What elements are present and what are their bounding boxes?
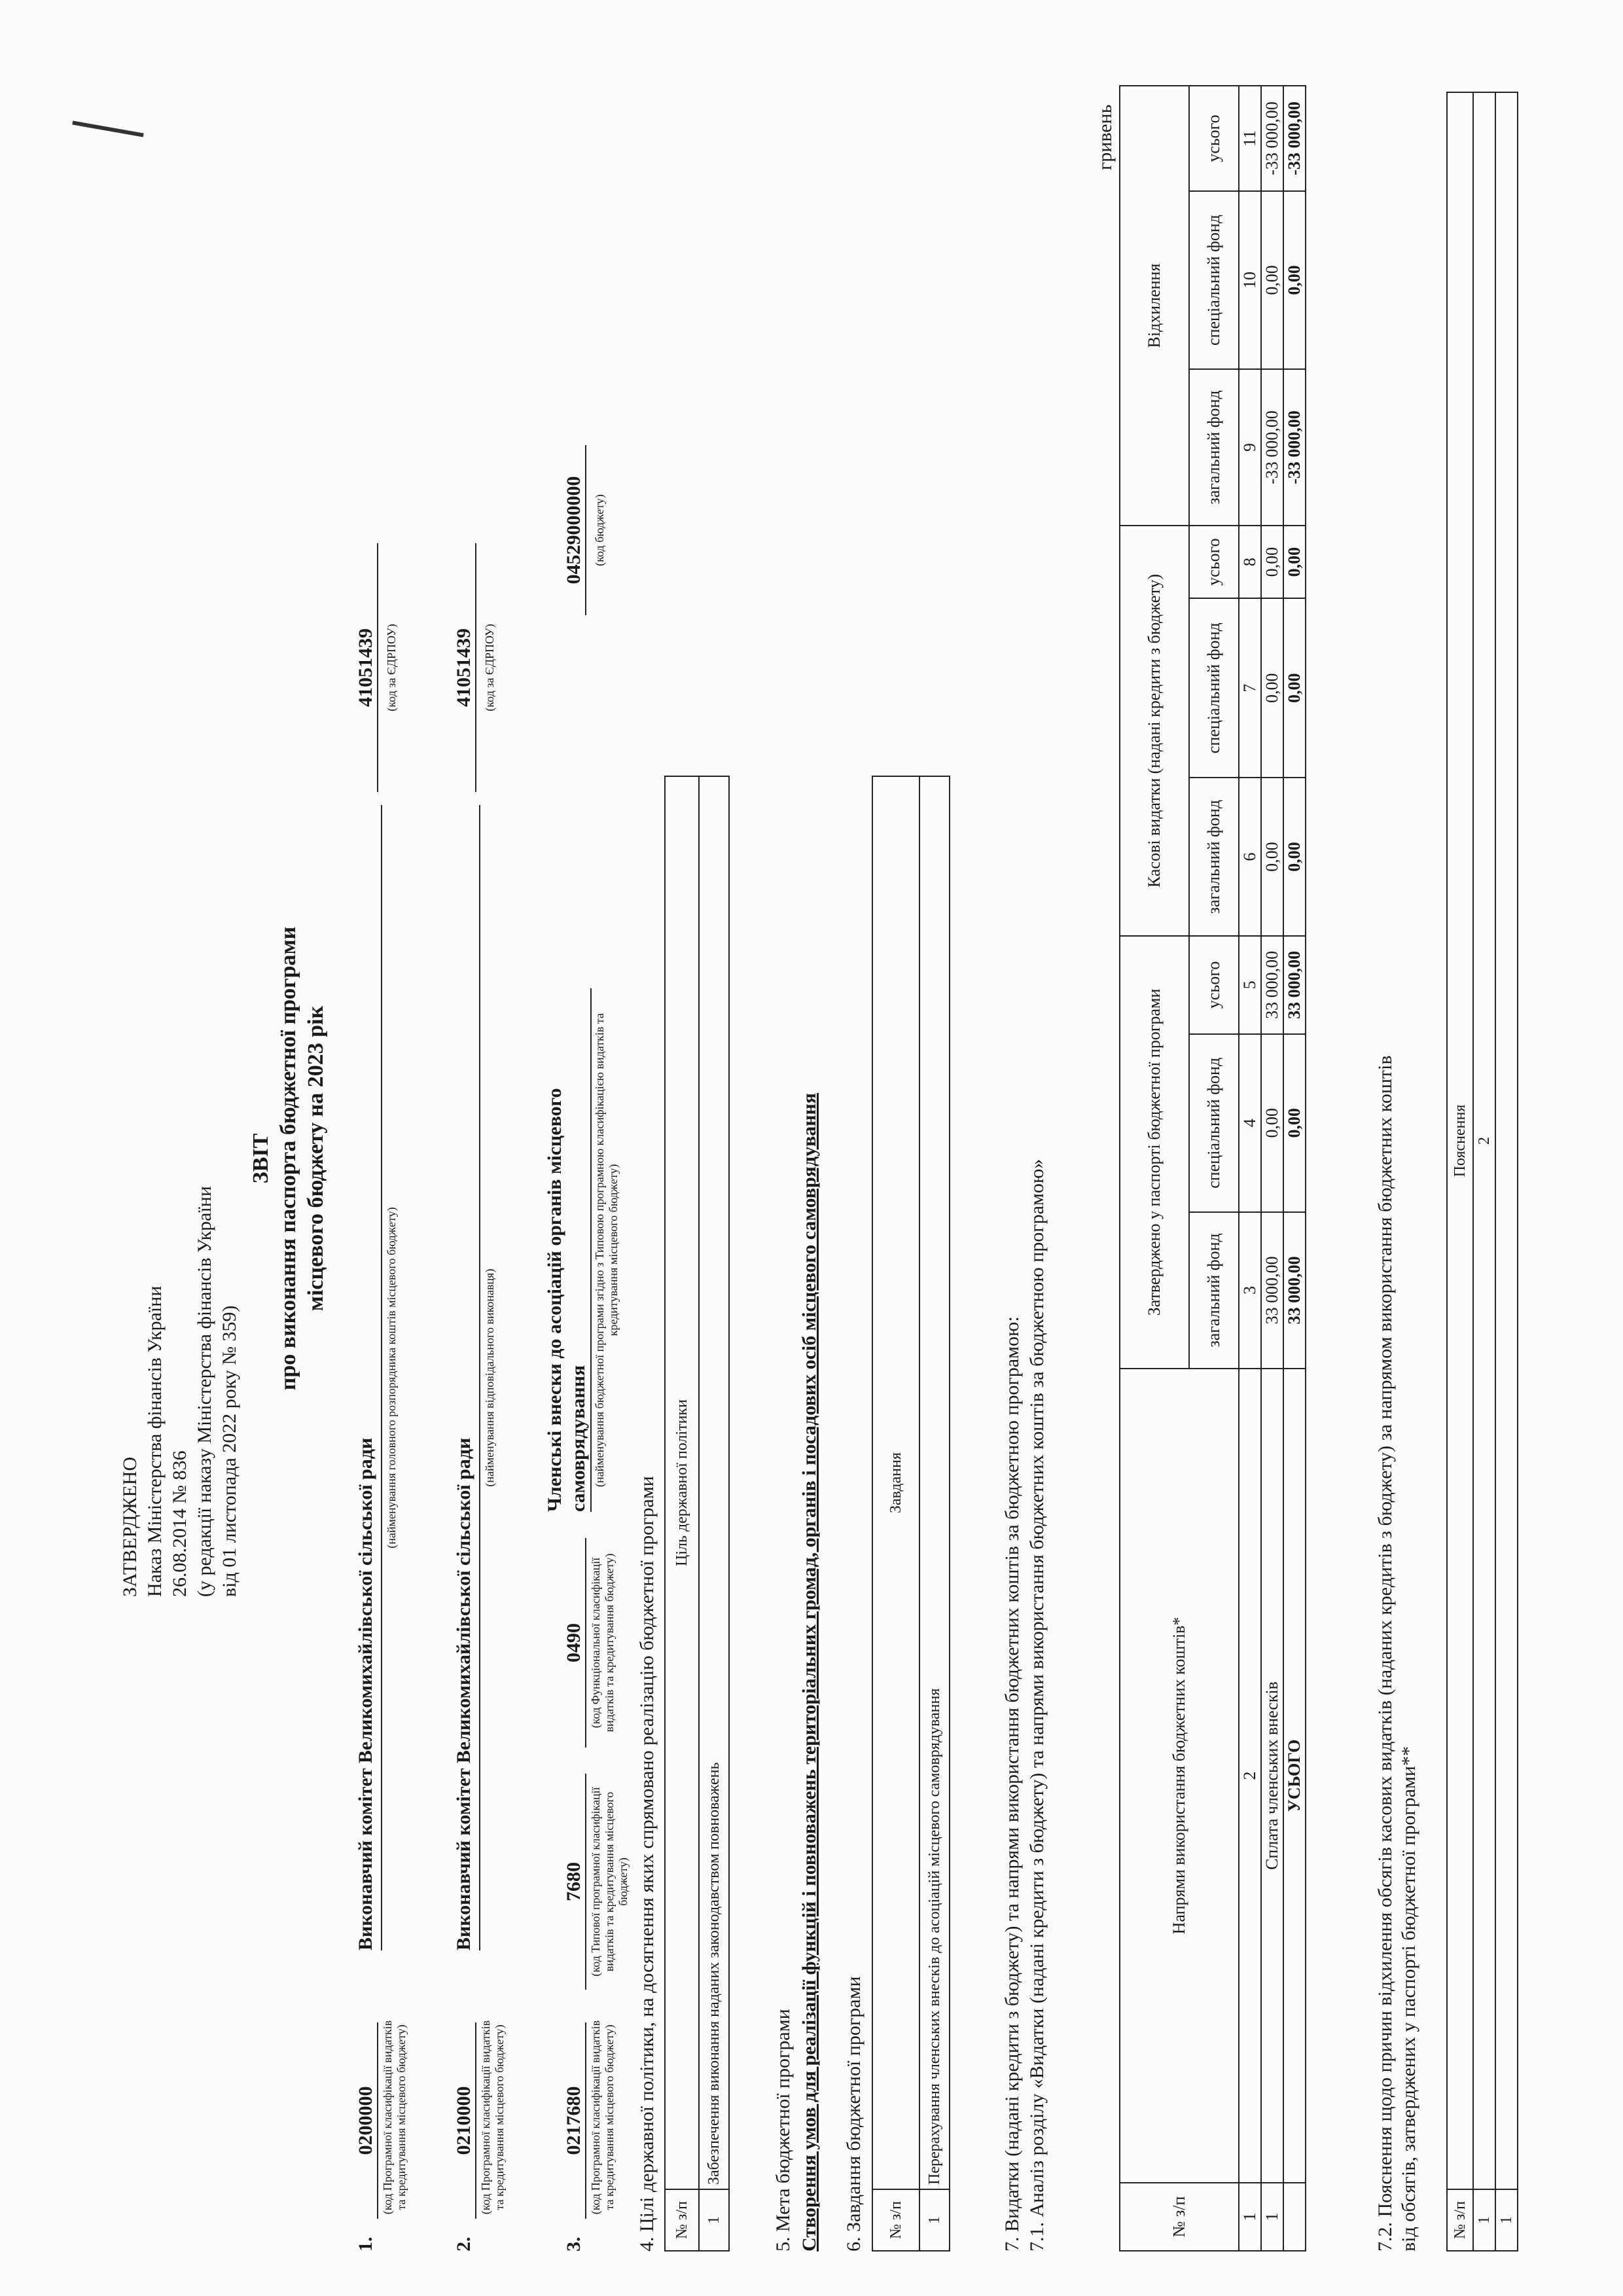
col-header-general: загальний фонд (1189, 778, 1239, 935)
col-number: 7 (1239, 598, 1261, 778)
row2-number: 2. (453, 2236, 474, 2251)
col-header-direction: Напрями використання бюджетних коштів* (1120, 1369, 1239, 2183)
col-header-total: усього (1189, 86, 1239, 191)
row2-name-caption: (найменування відповідального виконавця) (483, 1268, 496, 1487)
table-header-row (1120, 86, 1189, 2251)
cell-number (1283, 2183, 1306, 2251)
unit-label: гривень (1094, 104, 1116, 170)
col-header-goal: Ціль державної політики (665, 776, 699, 2189)
col-number: 2 (1239, 1369, 1261, 2183)
approval-stamp (118, 1186, 242, 1597)
cell-total-amount: 0,00 (1283, 1034, 1306, 1212)
col-number: 11 (1239, 86, 1261, 191)
policy-goals-table (664, 776, 730, 2251)
col-header-general: загальний фонд (1189, 369, 1239, 526)
cell-total-amount: 33 000,00 (1283, 936, 1306, 1034)
section6-heading: 6. Завдання бюджетної програми (843, 1976, 865, 2251)
row3-code-caption: (код Програмної класифікації видатків та кредитування місцевого бюджету) (589, 2020, 616, 2215)
col-number: 2 (1473, 92, 1495, 2189)
col-header-number: № з/п (1120, 2183, 1239, 2251)
report-subtitle-year: місцевого бюджету на 2023 рік (304, 1005, 328, 1312)
row3-number: 3. (563, 2236, 584, 2251)
column-number-row (1239, 86, 1261, 2251)
col-number: 1 (1473, 2189, 1495, 2251)
row1-program-code: 0200000 (355, 2022, 378, 2219)
cell-amount: 0,00 (1261, 598, 1283, 778)
row1-name-line (381, 805, 382, 1950)
col-header-special: спеціальний фонд (1189, 1034, 1239, 1212)
section4-heading: 4. Цілі державної політики, на досягнення яких спрямовано реалізацію бюджетної програми (636, 1476, 658, 2251)
col-number: 3 (1239, 1212, 1261, 1369)
row3-budget-caption: (код бюджету) (593, 494, 606, 566)
col-header-total: усього (1189, 526, 1239, 598)
cell-total-amount: 0,00 (1283, 778, 1306, 935)
section5-goal-text: Створення умов для реалізації функцій і повноважень територіальних громад, органів і посадових осіб місцевого самоврядування (798, 1092, 820, 2251)
col-header-number: № з/п (665, 2189, 699, 2251)
row1-edrpou: 41051439 (355, 543, 378, 792)
col-number: 5 (1239, 936, 1261, 1034)
cell-number: 1 (1261, 2183, 1283, 2251)
row3-name-caption: (найменування бюджетної програми згідно з Типовою програмною класифікацією видатків та кредитування місцевого бюджету) (593, 1013, 620, 1487)
col-header-total: усього (1189, 936, 1239, 1034)
col-header-explanation: Пояснення (1447, 92, 1473, 2189)
col-number: 8 (1239, 526, 1261, 598)
cell-number: 1 (699, 2189, 729, 2251)
row3-functional-code: 0490 (563, 1538, 586, 1748)
table-header-row (1447, 92, 1473, 2251)
row3-typical-code: 7680 (563, 1774, 586, 1990)
row2-edrpou-caption: (код за ЄДРПОУ) (483, 624, 496, 711)
cell-task: Перерахування членських внесків до асоціацій місцевого самоврядування (919, 776, 950, 2189)
col-header-number: № з/п (872, 2189, 919, 2251)
row3-budget-code: 04529000000 (563, 445, 586, 615)
row2-edrpou: 41051439 (453, 543, 476, 792)
report-title: ЗВІТ (249, 1133, 273, 1184)
row3-program-name: Членські внески до асоціацій органів місцевого самоврядування (543, 988, 592, 1512)
approval-line: 26.08.2014 № 836 (169, 1450, 190, 1597)
cell-total-amount: -33 000,00 (1283, 86, 1306, 191)
cell-total-amount: 0,00 (1283, 191, 1306, 369)
section72-heading-line2: від обсягів, затверджених у паспорті бюджетної програми** (1398, 1746, 1419, 2251)
row1-number: 1. (355, 2236, 376, 2251)
col-number: 1 (1239, 2183, 1261, 2251)
cell-total-amount: 0,00 (1283, 598, 1306, 778)
cell-amount: 0,00 (1261, 191, 1283, 369)
approval-line: ЗАТВЕРДЖЕНО (119, 1456, 141, 1597)
cell-amount: -33 000,00 (1261, 369, 1283, 526)
cell-direction: Сплата членських внесків (1261, 1369, 1283, 2183)
approval-line: (у редакції наказу Міністерства фінансів України (194, 1186, 215, 1597)
cell-total-amount: 0,00 (1283, 526, 1306, 598)
row2-program-code: 0210000 (453, 2022, 476, 2219)
col-header-deviation: Відхилення (1120, 86, 1189, 526)
approval-line: Наказ Міністерства фінансів України (144, 1285, 166, 1597)
section5-heading: 5. Мета бюджетної програми (772, 2009, 794, 2251)
col-header-general: загальний фонд (1189, 1212, 1239, 1369)
cell-amount: 0,00 (1261, 1034, 1283, 1212)
cell-amount: 33 000,00 (1261, 936, 1283, 1034)
report-subtitle: про виконання паспорта бюджетної програми (276, 926, 300, 1391)
row2-name-line (479, 805, 480, 1950)
col-number: 9 (1239, 369, 1261, 526)
section7-heading: 7. Видатки (надані кредити з бюджету) та напрями використання бюджетних коштів за бюджетною програмою: (1001, 1316, 1023, 2251)
row3-program-code: 0217680 (563, 2022, 586, 2219)
row3-typical-caption: (код Типової програмної класифікації видатків та кредитування місцевого бюджету) (589, 1787, 630, 1977)
col-number: 4 (1239, 1034, 1261, 1212)
table-total-row (1283, 86, 1306, 2251)
col-header-number: № з/п (1447, 2189, 1473, 2251)
cell-total-label: УСЬОГО (1283, 1369, 1306, 2183)
cell-goal: Забезпечення виконання наданих законодавством повноважень (699, 776, 729, 2189)
program-tasks-table (872, 776, 950, 2251)
cell-amount: 33 000,00 (1261, 1212, 1283, 1369)
col-header-special: спеціальний фонд (1189, 598, 1239, 778)
table-row (699, 776, 729, 2251)
table-row (1261, 86, 1283, 2251)
cell-amount: 0,00 (1261, 526, 1283, 598)
section72-heading: 7.2. Пояснення щодо причин відхилення обсягів касових видатків (наданих кредитів з бюджету) за напрямом використання бюджетних коштів (1374, 1055, 1396, 2251)
cell-amount: -33 000,00 (1261, 86, 1283, 191)
row1-name-caption: (найменування головного розпорядника коштів місцевого бюджету) (385, 1207, 398, 1549)
approval-line: від 01 листопада 2022 року № 359) (219, 1305, 240, 1597)
cell-number: 1 (1495, 2189, 1518, 2251)
col-header-task: Завдання (872, 776, 919, 2189)
col-number: 6 (1239, 778, 1261, 935)
col-header-approved: Затверджено у паспорті бюджетної програми (1120, 936, 1189, 1369)
explanations-table (1446, 92, 1518, 2251)
col-header-special: спеціальний фонд (1189, 191, 1239, 369)
report-page (39, 52, 1584, 2265)
row2-code-caption: (код Програмної класифікації видатків та кредитування місцевого бюджету) (479, 2020, 506, 2215)
row1-manager-name: Виконавчий комітет Великомихайлівської сільської ради (355, 1437, 376, 1950)
row1-code-caption: (код Програмної класифікації видатків та кредитування місцевого бюджету) (381, 2020, 408, 2215)
row2-executor-name: Виконавчий комітет Великомихайлівської сільської ради (453, 1437, 474, 1950)
cell-amount: 0,00 (1261, 778, 1283, 935)
section7-subheading: 7.1. Аналіз розділу «Видатки (надані кредити з бюджету) та напрями використання бюджетних коштів за бюджетною програмою» (1026, 1158, 1048, 2251)
table-row (1495, 92, 1518, 2251)
cell-number: 1 (919, 2189, 950, 2251)
cell-total-amount: 33 000,00 (1283, 1212, 1306, 1369)
table-row (919, 776, 950, 2251)
table-header-row (665, 776, 699, 2251)
expenditure-table (1119, 85, 1306, 2251)
pen-mark (72, 120, 143, 137)
col-number: 10 (1239, 191, 1261, 369)
column-number-row (1473, 92, 1495, 2251)
cell-explanation (1495, 92, 1518, 2189)
row3-functional-caption: (код Функціональної класифікації видатків та кредитування бюджету) (589, 1553, 616, 1732)
table-header-row (872, 776, 919, 2251)
row1-edrpou-caption: (код за ЄДРПОУ) (385, 624, 398, 711)
col-header-cash: Касові видатки (надані кредити з бюджету) (1120, 526, 1189, 936)
cell-total-amount: -33 000,00 (1283, 369, 1306, 526)
